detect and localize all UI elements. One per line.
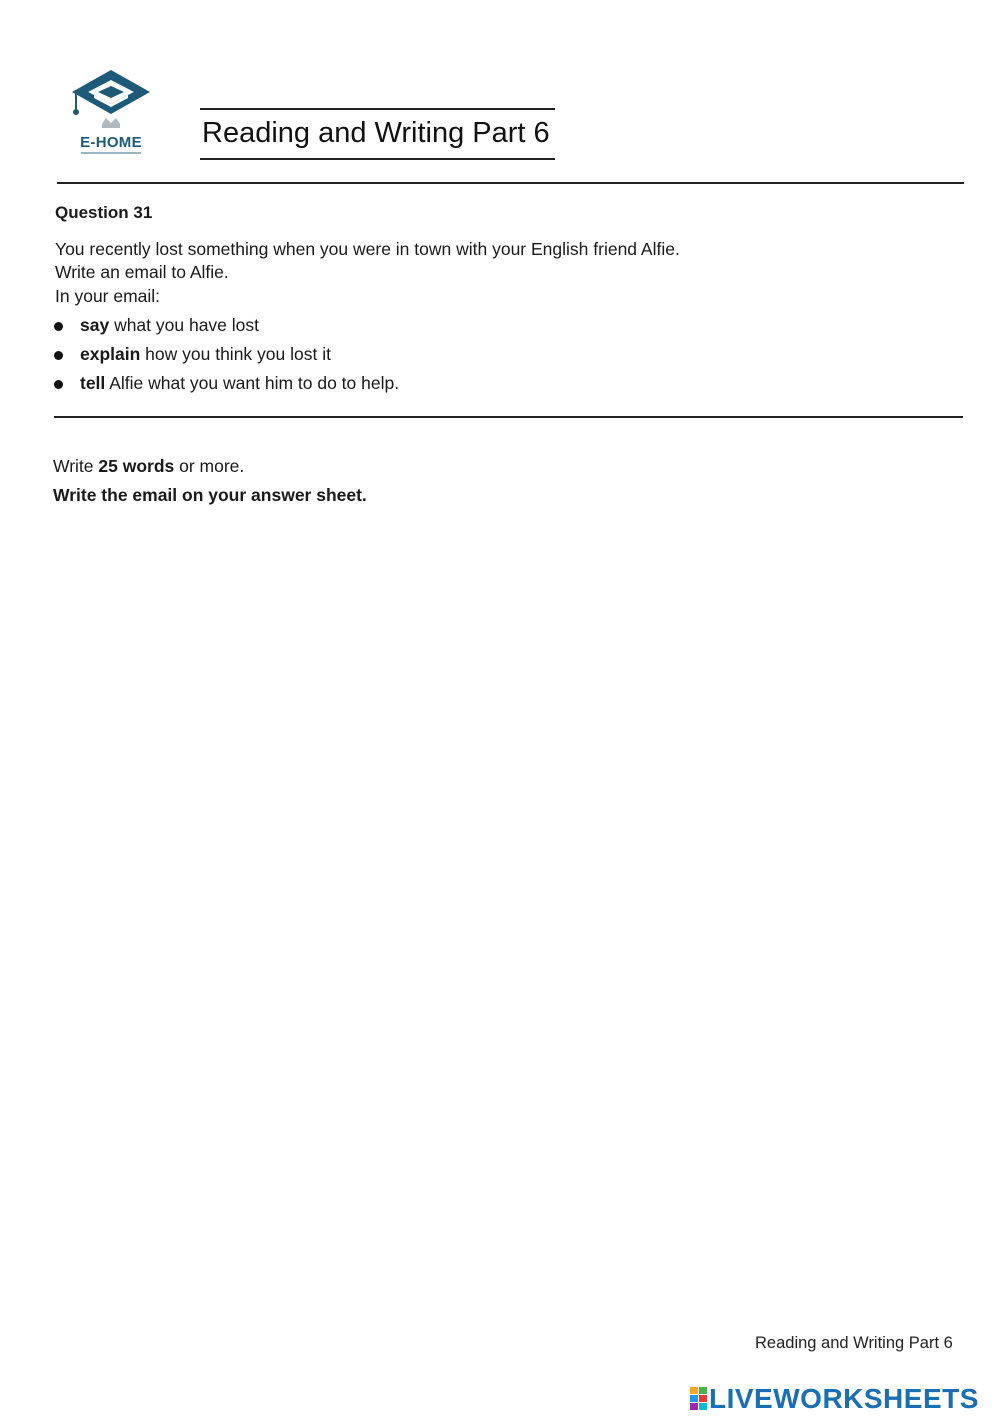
- bullet-keyword: say: [80, 315, 110, 335]
- page-title: Reading and Writing Part 6: [202, 117, 550, 149]
- liveworksheets-watermark: [690, 1384, 990, 1414]
- bullet-text: how you think you lost it: [140, 344, 331, 364]
- bullet-text: Alfie what you want him to do to help.: [105, 373, 400, 393]
- bullet-dot-icon: [54, 322, 63, 331]
- bullet-text: what you have lost: [109, 315, 260, 335]
- word-count-suffix: or more.: [174, 456, 245, 476]
- divider-top: [57, 182, 964, 184]
- watermark-text: LIVEWORKSHEETS: [709, 1383, 979, 1414]
- bullet-dot-icon: [54, 351, 63, 360]
- footer-page-label: Reading and Writing Part 6: [755, 1334, 953, 1352]
- liveworksheets-logo-icon: [690, 1387, 708, 1411]
- word-count-value: 25 words: [98, 456, 175, 476]
- question-intro-line: In your email:: [55, 286, 161, 306]
- logo-text: E-HOME: [80, 134, 142, 151]
- graduation-cap-logo-icon: [68, 68, 154, 134]
- bullet-dot-icon: [54, 380, 63, 389]
- word-count-instruction: [53, 456, 244, 477]
- bullet-keyword: tell: [80, 373, 106, 393]
- question-intro-line: Write an email to Alfie.: [55, 262, 229, 282]
- answer-sheet-instruction: Write the email on your answer sheet.: [53, 485, 367, 505]
- title-box: [200, 108, 555, 160]
- divider-middle: [54, 416, 963, 418]
- logo-tagline: [81, 152, 141, 154]
- word-count-prefix: Write: [53, 456, 99, 476]
- question-label: Question 31: [55, 203, 153, 222]
- question-intro-line: You recently lost something when you were in town with your English friend Alfie.: [55, 239, 680, 259]
- e-home-logo: [68, 68, 154, 158]
- bullet-keyword: explain: [80, 344, 141, 364]
